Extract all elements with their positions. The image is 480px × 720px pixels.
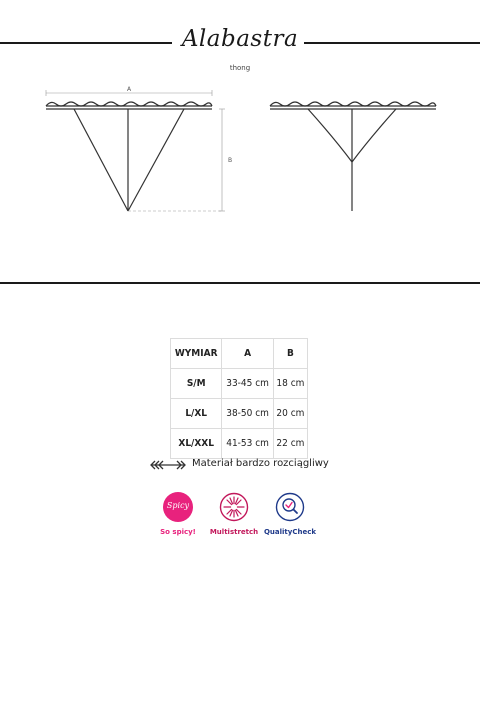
- spicy-icon: [163, 492, 193, 522]
- badge-spicy: [146, 492, 210, 536]
- measure-b-cell: 18 cm: [273, 369, 307, 399]
- dimension-b-label: B: [228, 157, 233, 164]
- front-view-drawing: [46, 90, 225, 211]
- size-table-header: [171, 339, 308, 369]
- back-view-drawing: [270, 102, 436, 211]
- measure-a-cell: 33-45 cm: [222, 369, 273, 399]
- badge-multistretch: [202, 492, 266, 536]
- product-type: thong: [229, 64, 251, 72]
- product-drawings: [0, 80, 480, 230]
- column-header: WYMIAR: [171, 339, 222, 369]
- size-cell: L/XL: [171, 399, 222, 429]
- measure-a-cell: 41-53 cm: [222, 429, 273, 459]
- badge-label: Multistretch: [209, 528, 259, 536]
- size-cell: S/M: [171, 369, 222, 399]
- column-header: B: [273, 339, 307, 369]
- header: [0, 26, 480, 76]
- size-cell: XL/XXL: [171, 429, 222, 459]
- multistretch-icon: [219, 492, 249, 522]
- badge-label: QualityCheck: [263, 528, 317, 536]
- measure-a-cell: 38-50 cm: [222, 399, 273, 429]
- dimension-a-label: A: [126, 86, 132, 93]
- brand-logo: Alabastra: [181, 26, 299, 52]
- measure-b-cell: 20 cm: [273, 399, 307, 429]
- table-row: [171, 429, 308, 459]
- measure-b-cell: 22 cm: [273, 429, 307, 459]
- header-rule-right: [304, 42, 480, 44]
- table-row: [171, 369, 308, 399]
- size-table: [170, 338, 308, 459]
- badge-quality-check: [258, 492, 322, 536]
- column-header: A: [222, 339, 273, 369]
- section-divider: [0, 282, 480, 284]
- spicy-icon-text: Spicy: [166, 501, 190, 510]
- table-row: [171, 399, 308, 429]
- stretch-arrows-icon: [148, 460, 188, 470]
- feature-text: Materiał bardzo rozciągliwy: [192, 458, 329, 469]
- quality-check-icon: [275, 492, 305, 522]
- badge-label: So spicy!: [160, 528, 196, 536]
- header-rule-left: [0, 42, 172, 44]
- feature-note: [148, 458, 348, 474]
